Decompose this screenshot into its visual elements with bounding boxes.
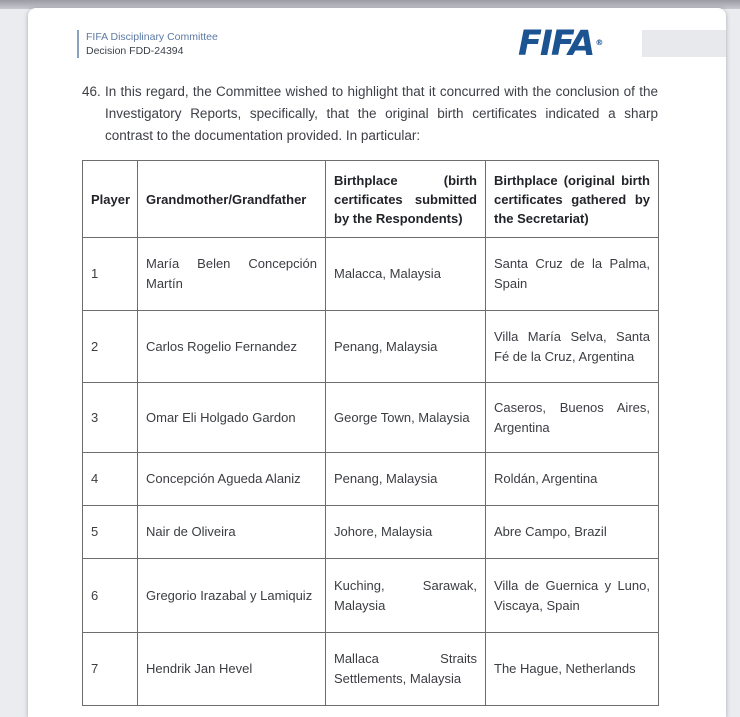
cell-player-number: 2 bbox=[83, 311, 138, 383]
cell-grandparent-name: Nair de Oliveira bbox=[138, 506, 326, 559]
cell-birthplace-original: Abre Campo, Brazil bbox=[486, 506, 659, 559]
registered-trademark-mark: ® bbox=[595, 38, 604, 47]
paragraph-number: 46. bbox=[82, 84, 101, 99]
header-gray-bar bbox=[642, 30, 726, 57]
table-row-player-6 bbox=[83, 559, 659, 633]
committee-name: FIFA Disciplinary Committee bbox=[86, 31, 218, 43]
cell-birthplace-original: Villa de Guernica y Luno, Viscaya, Spain bbox=[486, 559, 659, 633]
paragraph-text: In this regard, the Committee wished to highlight that it concurred with the conclusion of the Investigatory Reports, specifically, that the original birth certificates indicated a sharp contrast to the documentation provided. In particular: bbox=[105, 84, 658, 143]
col-header-birthplace-submitted: Birthplace (birth certificates submitted by the Respondents) bbox=[326, 161, 486, 238]
fifa-logo-text: FIFA bbox=[518, 24, 594, 64]
cell-grandparent-name: María Belen Concepción Martín bbox=[138, 238, 326, 311]
col-header-birthplace-original: Birthplace (original birth certificates gathered by the Secretariat) bbox=[486, 161, 659, 238]
cell-birthplace-submitted: Kuching, Sarawak, Malaysia bbox=[326, 559, 486, 633]
col-header-grandparent: Grandmother/Grandfather bbox=[138, 161, 326, 238]
table-row-player-5 bbox=[83, 506, 659, 559]
cell-birthplace-submitted: George Town, Malaysia bbox=[326, 383, 486, 453]
cell-grandparent-name: Carlos Rogelio Fernandez bbox=[138, 311, 326, 383]
cell-player-number: 4 bbox=[83, 453, 138, 506]
cell-player-number: 5 bbox=[83, 506, 138, 559]
table-row-player-7 bbox=[83, 633, 659, 706]
cell-birthplace-original: The Hague, Netherlands bbox=[486, 633, 659, 706]
cell-birthplace-submitted: Mallaca Straits Settlements, Malaysia bbox=[326, 633, 486, 706]
table-row-player-3 bbox=[83, 383, 659, 453]
cell-birthplace-original: Roldán, Argentina bbox=[486, 453, 659, 506]
cell-birthplace-original: Villa María Selva, Santa Fé de la Cruz, Argentina bbox=[486, 311, 659, 383]
table-header-row bbox=[83, 161, 659, 238]
cell-birthplace-submitted: Johore, Malaysia bbox=[326, 506, 486, 559]
cell-player-number: 1 bbox=[83, 238, 138, 311]
header-divider bbox=[77, 30, 79, 58]
paragraph-46 bbox=[82, 81, 658, 147]
cell-birthplace-submitted: Penang, Malaysia bbox=[326, 311, 486, 383]
cell-player-number: 6 bbox=[83, 559, 138, 633]
cell-player-number: 3 bbox=[83, 383, 138, 453]
fifa-logo bbox=[518, 24, 618, 64]
cell-grandparent-name: Concepción Agueda Alaniz bbox=[138, 453, 326, 506]
header-meta bbox=[86, 30, 218, 58]
table-row-player-4 bbox=[83, 453, 659, 506]
decision-number: Decision FDD-24394 bbox=[86, 45, 184, 57]
cell-grandparent-name: Omar Eli Holgado Gardon bbox=[138, 383, 326, 453]
col-header-player: Player bbox=[83, 161, 138, 238]
cell-birthplace-original: Caseros, Buenos Aires, Argentina bbox=[486, 383, 659, 453]
cell-player-number: 7 bbox=[83, 633, 138, 706]
table-row-player-1 bbox=[83, 238, 659, 311]
cell-birthplace-submitted: Malacca, Malaysia bbox=[326, 238, 486, 311]
birthplace-table bbox=[82, 160, 659, 706]
cell-birthplace-original: Santa Cruz de la Palma, Spain bbox=[486, 238, 659, 311]
cell-grandparent-name: Gregorio Irazabal y Lamiquiz bbox=[138, 559, 326, 633]
cell-grandparent-name: Hendrik Jan Hevel bbox=[138, 633, 326, 706]
table-row-player-2 bbox=[83, 311, 659, 383]
document-page bbox=[28, 8, 726, 717]
cell-birthplace-submitted: Penang, Malaysia bbox=[326, 453, 486, 506]
